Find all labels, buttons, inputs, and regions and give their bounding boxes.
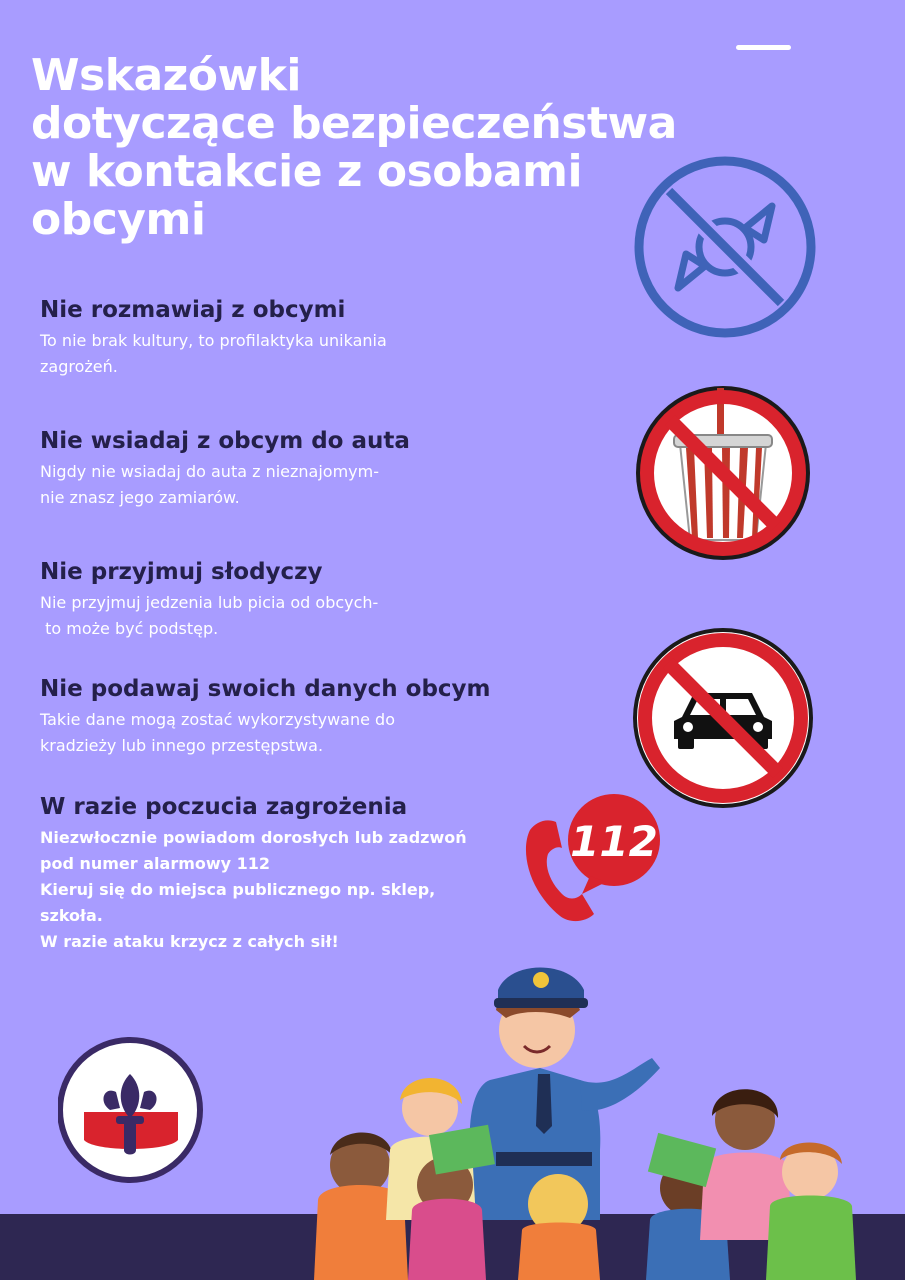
tip-line: to może być podstęp. [40,619,219,638]
title-line: obcymi [31,194,206,245]
tip-line: Takie dane mogą zostać wykorzystywane do [40,710,395,729]
tip-heading: W razie poczucia zagrożenia [40,794,408,820]
no-car-icon [632,627,814,809]
tip-text [40,328,600,380]
phone-112-icon [510,790,670,930]
tip-text [40,707,600,759]
title-line: dotyczące bezpieczeństwa [31,98,677,149]
tip-heading: Nie podawaj swoich danych obcym [40,676,491,702]
tip-heading: Nie wsiadaj z obcym do auta [40,428,410,454]
tip-line: Niezwłocznie powiadom dorosłych lub zadzwoń [40,828,467,847]
tip-line: Nigdy nie wsiadaj do auta z nieznajomym- [40,462,380,481]
school-logo [58,1022,204,1192]
tip-line: Kieruj się do miejsca publicznego np. sklep, [40,880,436,899]
title-line: w kontakcie z osobami [31,146,583,197]
tip-heading: Nie rozmawiaj z obcymi [40,297,346,323]
police-officer-with-children-illustration [300,940,900,1280]
tip-line: pod numer alarmowy 112 [40,854,271,873]
tip-line: kradzieży lub innego przestępstwa. [40,736,324,755]
decorative-line [736,45,791,50]
emergency-number: 112 [570,817,658,866]
tip-line: To nie brak kultury, to profilaktyka unikania [40,331,387,350]
tip-line: Nie przyjmuj jedzenia lub picia od obcych- [40,593,379,612]
title-line: Wskazówki [31,50,302,101]
tip-line: W razie ataku krzycz z całych sił! [40,932,339,951]
tip-no-car [40,426,600,511]
tip-heading: Nie przyjmuj słodyczy [40,559,323,585]
no-candy-icon [632,154,818,340]
no-drink-icon [630,380,816,566]
tip-no-personal-data [40,674,600,759]
tip-text [40,590,600,642]
tip-no-talking [40,295,600,380]
tip-line: szkoła. [40,906,103,925]
tip-text [40,459,600,511]
tip-line: nie znasz jego zamiarów. [40,488,240,507]
tip-no-sweets [40,557,600,642]
tip-line: zagrożeń. [40,357,118,376]
